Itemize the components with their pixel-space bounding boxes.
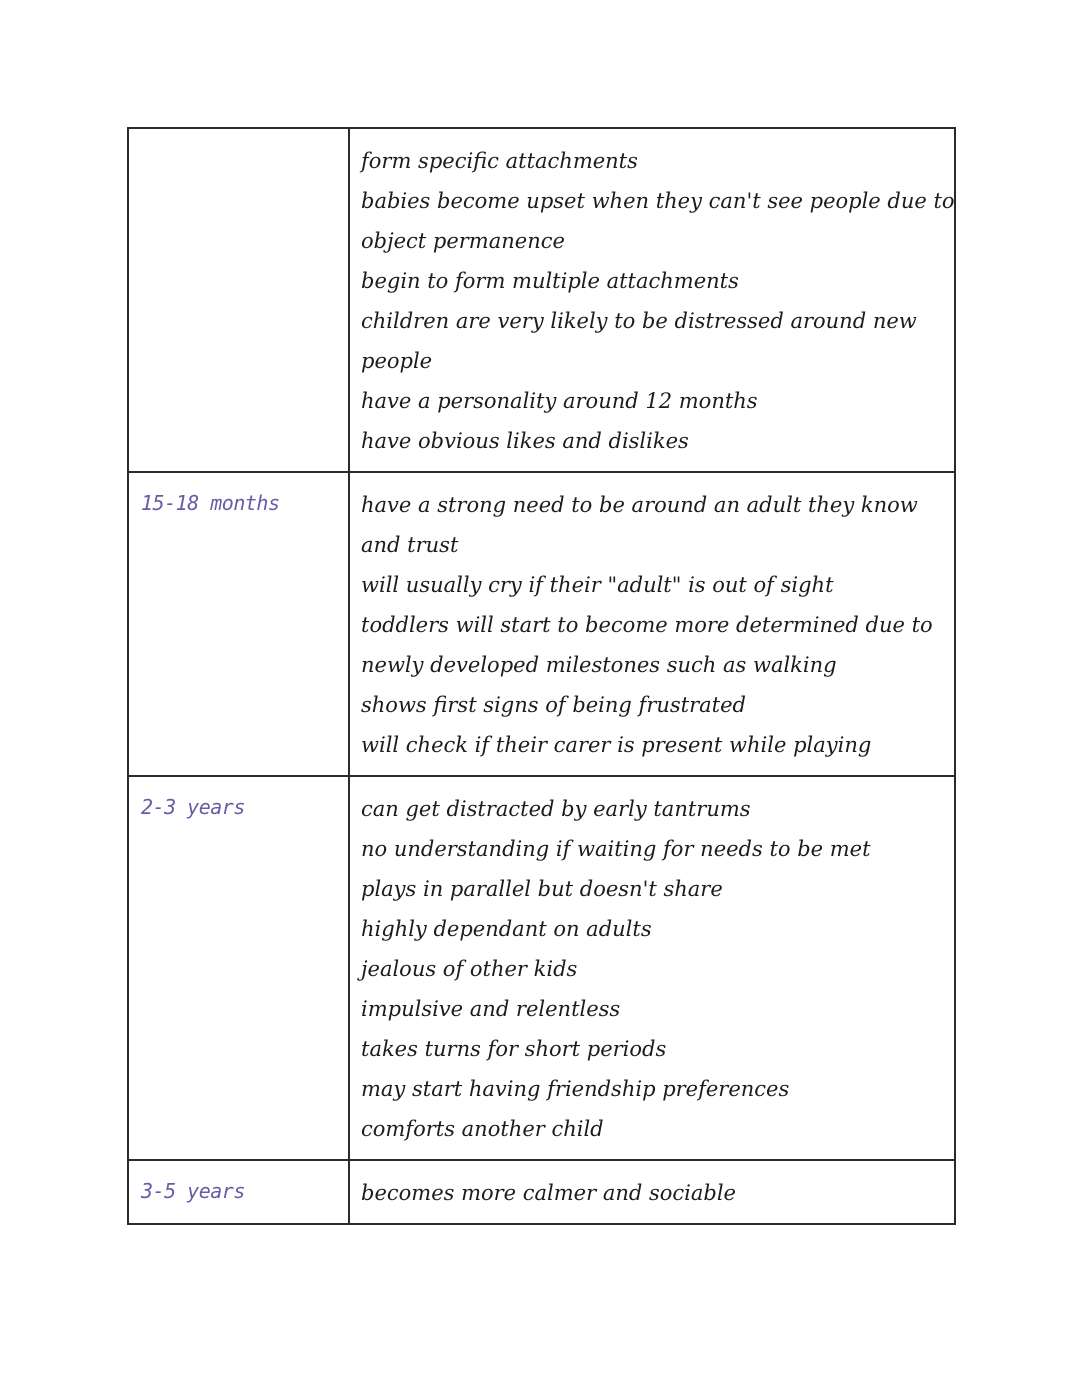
list-item: have obvious likes and dislikes — [361, 429, 689, 453]
age-cell — [128, 128, 349, 472]
table-row — [128, 776, 955, 1160]
notes-list — [350, 1161, 954, 1223]
list-item: object permanence — [361, 229, 565, 253]
list-item: plays in parallel but doesn't share — [361, 877, 723, 901]
list-item: becomes more calmer and sociable — [361, 1181, 736, 1205]
list-item: highly dependant on adults — [361, 917, 652, 941]
list-item: takes turns for short periods — [361, 1037, 667, 1061]
list-item: form specific attachments — [361, 149, 638, 173]
age-label — [129, 129, 348, 147]
list-item: may start having friendship preferences — [361, 1077, 790, 1101]
list-item: people — [361, 349, 433, 373]
list-item: toddlers will start to become more determined due to — [361, 613, 933, 637]
notes-cell — [349, 128, 955, 472]
list-item: newly developed milestones such as walking — [361, 653, 837, 677]
development-table-page — [127, 127, 954, 1225]
age-label: 2-3 years — [141, 795, 245, 819]
notes-list — [350, 473, 954, 775]
list-item: have a personality around 12 months — [361, 389, 758, 413]
list-item: comforts another child — [361, 1117, 604, 1141]
notes-cell — [349, 776, 955, 1160]
list-item: will usually cry if their "adult" is out of sight — [361, 573, 834, 597]
age-cell — [128, 1160, 349, 1224]
table-row — [128, 1160, 955, 1224]
table-row — [128, 128, 955, 472]
list-item: begin to form multiple attachments — [361, 269, 739, 293]
list-item: children are very likely to be distressed around new — [361, 309, 917, 333]
list-item: can get distracted by early tantrums — [361, 797, 751, 821]
list-item: jealous of other kids — [361, 957, 578, 981]
list-item: and trust — [361, 533, 459, 557]
notes-list — [350, 129, 954, 471]
list-item: babies become upset when they can't see people due to — [361, 189, 955, 213]
development-table — [127, 127, 956, 1225]
list-item: have a strong need to be around an adult they know — [361, 493, 918, 517]
list-item: shows first signs of being frustrated — [361, 693, 746, 717]
notes-cell — [349, 1160, 955, 1224]
table-row — [128, 472, 955, 776]
age-label: 3-5 years — [141, 1179, 245, 1203]
age-cell — [128, 472, 349, 776]
age-label: 15-18 months — [141, 491, 280, 515]
list-item: no understanding if waiting for needs to be met — [361, 837, 871, 861]
list-item: will check if their carer is present while playing — [361, 733, 872, 757]
notes-list — [350, 777, 954, 1159]
list-item: impulsive and relentless — [361, 997, 621, 1021]
age-cell — [128, 776, 349, 1160]
notes-cell — [349, 472, 955, 776]
